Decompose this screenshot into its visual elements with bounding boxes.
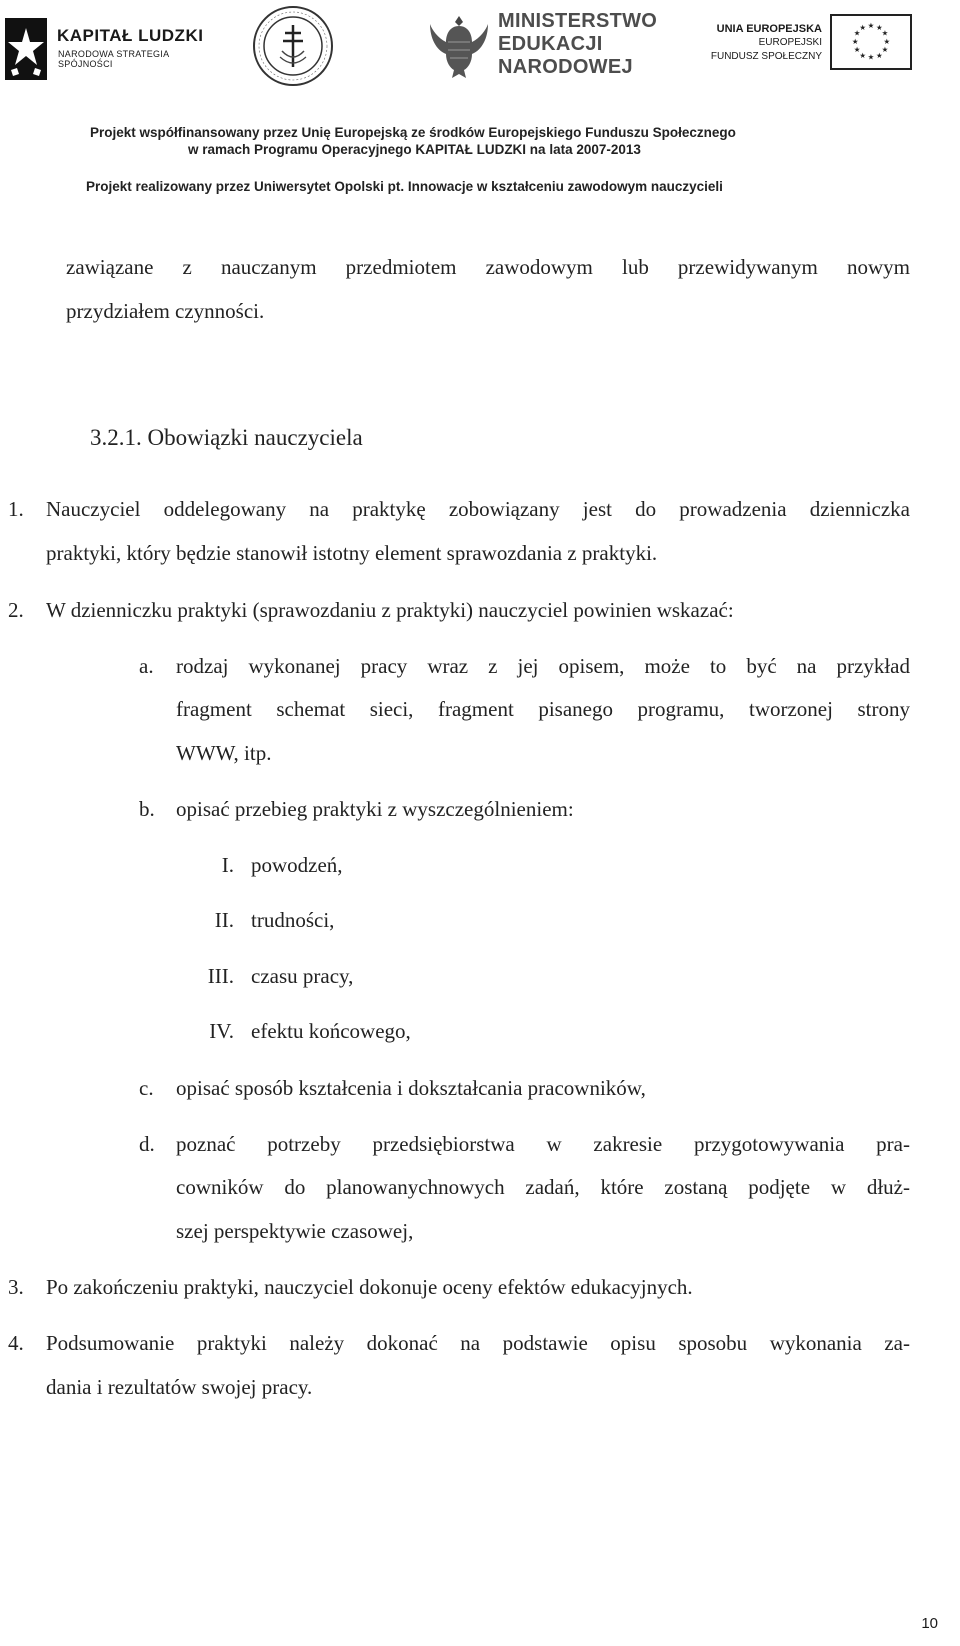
svg-text:★: ★ xyxy=(881,28,889,38)
sub-a-line-3: WWW, itp. xyxy=(176,741,272,765)
item-2-number: 2. xyxy=(8,598,24,622)
svg-text:★: ★ xyxy=(851,36,859,46)
sub-a-line-1: rodzaj wykonanej pracy wraz z jej opisem, może to być na przykład xyxy=(176,654,910,678)
sub-d-line-2: cowników do planowanychnowych zadań, które zostaną podjęte w dłuż- xyxy=(176,1175,910,1199)
item-4-number: 4. xyxy=(8,1331,24,1355)
university-seal-logo xyxy=(252,5,334,87)
unia-line1: UNIA EUROPEJSKA xyxy=(716,23,822,35)
sub-a-letter: a. xyxy=(139,654,154,678)
funding-info xyxy=(86,124,736,195)
svg-text:★: ★ xyxy=(876,50,883,60)
sub-b-text: opisać przebieg praktyki z wyszczególnieniem: xyxy=(176,797,574,821)
project-line: Projekt realizowany przez Uniwersytet Opolski pt. Innowacje w kształceniu zawodowym nauczycieli xyxy=(86,179,723,194)
kapital-ludzki-title: KAPITAŁ LUDZKI xyxy=(57,26,204,45)
item-2-text: W dzienniczku praktyki (sprawozdaniu z praktyki) nauczyciel powinien wskazać: xyxy=(46,598,734,622)
section-heading: 3.2.1. Obowiązki nauczyciela xyxy=(90,425,363,450)
svg-text:★: ★ xyxy=(859,22,866,32)
sub-a-line-2: fragment schemat sieci, fragment pisanego programu, tworzonej strony xyxy=(176,697,910,721)
svg-text:★: ★ xyxy=(853,28,861,38)
intro-line-2: przydziałem czynności. xyxy=(66,299,265,323)
item-1-line-2: praktyki, który będzie stanowił istotny element sprawozdania z praktyki. xyxy=(46,541,658,565)
sub-d-line-1: poznać potrzeby przedsiębiorstwa w zakresie przygotowywania pra- xyxy=(176,1132,910,1156)
sub-c-letter: c. xyxy=(139,1076,154,1100)
item-1-number: 1. xyxy=(8,497,24,521)
item-3-text: Po zakończeniu praktyki, nauczyciel dokonuje oceny efektów edukacyjnych. xyxy=(46,1275,693,1299)
funding-line-2: w ramach Programu Operacyjnego KAPITAŁ LUDZKI na lata 2007-2013 xyxy=(188,142,641,157)
roman-3-text: czasu pracy, xyxy=(251,964,354,988)
header-logos xyxy=(0,0,960,110)
ministerstwo-line1: MINISTERSTWO xyxy=(498,10,658,32)
kapital-ludzki-star-icon xyxy=(5,18,47,80)
ministerstwo-line2: EDUKACJI xyxy=(498,33,603,55)
kapital-ludzki-logo xyxy=(5,12,205,82)
roman-1-text: powodzeń, xyxy=(251,853,343,877)
svg-text:★: ★ xyxy=(867,52,875,62)
roman-3-number: III. xyxy=(207,964,234,988)
university-seal-icon xyxy=(252,5,334,87)
ministerstwo-logo xyxy=(428,8,658,88)
kapital-ludzki-subtitle: NARODOWA STRATEGIA SPÓJNOŚCI xyxy=(58,49,169,69)
svg-text:★: ★ xyxy=(883,36,891,46)
roman-4-text: efektu końcowego, xyxy=(251,1019,411,1043)
svg-text:★: ★ xyxy=(867,21,875,31)
ministerstwo-text xyxy=(498,10,657,79)
sub-b-letter: b. xyxy=(139,797,155,821)
roman-2-number: II. xyxy=(214,908,234,932)
unia-text xyxy=(700,22,822,64)
roman-1-number: I. xyxy=(221,853,234,877)
unia-line2: EUROPEJSKI xyxy=(758,37,822,48)
svg-text:★: ★ xyxy=(881,45,889,55)
unia-line3: FUNDUSZ SPOŁECZNY xyxy=(710,51,822,62)
svg-text:★: ★ xyxy=(853,45,861,55)
item-4-line-2: dania i rezultatów swojej pracy. xyxy=(46,1375,313,1399)
roman-2-text: trudności, xyxy=(251,908,335,932)
item-4-line-1: Podsumowanie praktyki należy dokonać na podstawie opisu sposobu wykonania za- xyxy=(46,1331,910,1355)
polish-eagle-icon xyxy=(428,12,490,80)
page-number: 10 xyxy=(921,1615,938,1632)
item-3-number: 3. xyxy=(8,1275,24,1299)
intro-line-1: zawiązane z nauczanym przedmiotem zawodowym lub przewidywanym nowym xyxy=(66,255,910,279)
svg-text:★: ★ xyxy=(859,50,866,60)
ministerstwo-line3: NARODOWEJ xyxy=(498,56,633,78)
sub-c-text: opisać sposób kształcenia i dokształcania pracowników, xyxy=(176,1076,646,1100)
funding-line-1: Projekt współfinansowany przez Unię Europejską ze środków Europejskiego Funduszu Społecznego xyxy=(90,125,736,140)
sub-d-letter: d. xyxy=(139,1132,155,1156)
sub-d-line-3: szej perspektywie czasowej, xyxy=(176,1219,414,1243)
eu-flag-icon xyxy=(830,14,912,70)
unia-europejska-logo xyxy=(700,14,915,74)
svg-text:★: ★ xyxy=(876,22,883,32)
roman-4-number: IV. xyxy=(209,1019,234,1043)
item-1-line-1: Nauczyciel oddelegowany na praktykę zobowiązany jest do prowadzenia dzienniczka xyxy=(46,497,910,521)
